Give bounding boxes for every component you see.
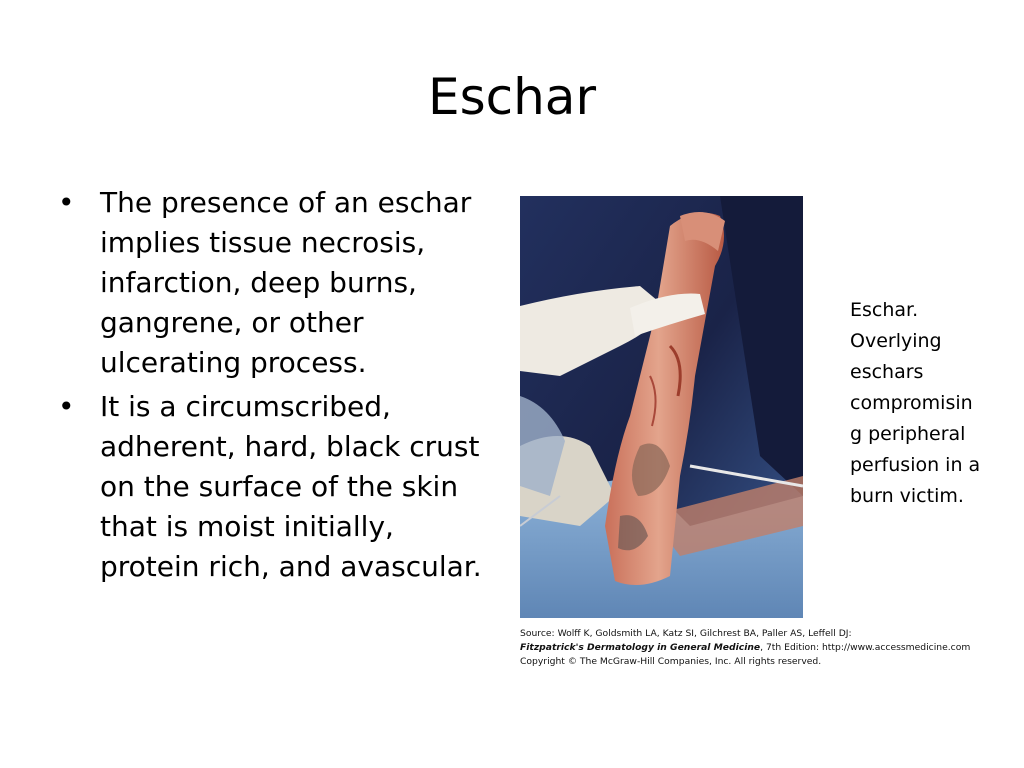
bullet-text: It is a circumscribed, adherent, hard, black crust on the surface of the skin that is moist initially, protein rich, and avascular. bbox=[100, 390, 482, 583]
bullet-icon: • bbox=[58, 390, 75, 423]
burn-arm-illustration bbox=[520, 196, 803, 618]
slide-title: Eschar bbox=[427, 68, 597, 126]
bullet-item bbox=[58, 183, 498, 383]
bullet-item bbox=[58, 387, 498, 587]
bullet-icon: • bbox=[58, 186, 75, 219]
source-edition: , 7th Edition: http://www.accessmedicine.com bbox=[760, 642, 971, 653]
bullet-text: The presence of an eschar implies tissue necrosis, infarction, deep burns, gangrene, or other ulcerating process. bbox=[100, 186, 472, 379]
source-authors: Source: Wolff K, Goldsmith LA, Katz SI, Gilchrest BA, Paller AS, Leffell DJ: bbox=[520, 628, 852, 639]
burn-arm-photo bbox=[520, 196, 803, 618]
source-book-line bbox=[520, 641, 1000, 655]
source-book-title: Fitzpatrick's Dermatology in General Medicine bbox=[520, 642, 761, 653]
source-copyright: Copyright © The McGraw-Hill Companies, Inc. All rights reserved. bbox=[520, 656, 822, 667]
figure-source bbox=[520, 627, 1000, 669]
bullet-list bbox=[58, 183, 498, 591]
figure-caption: Eschar. Overlying eschars compromisin g peripheral perfusion in a burn victim. bbox=[850, 299, 981, 507]
